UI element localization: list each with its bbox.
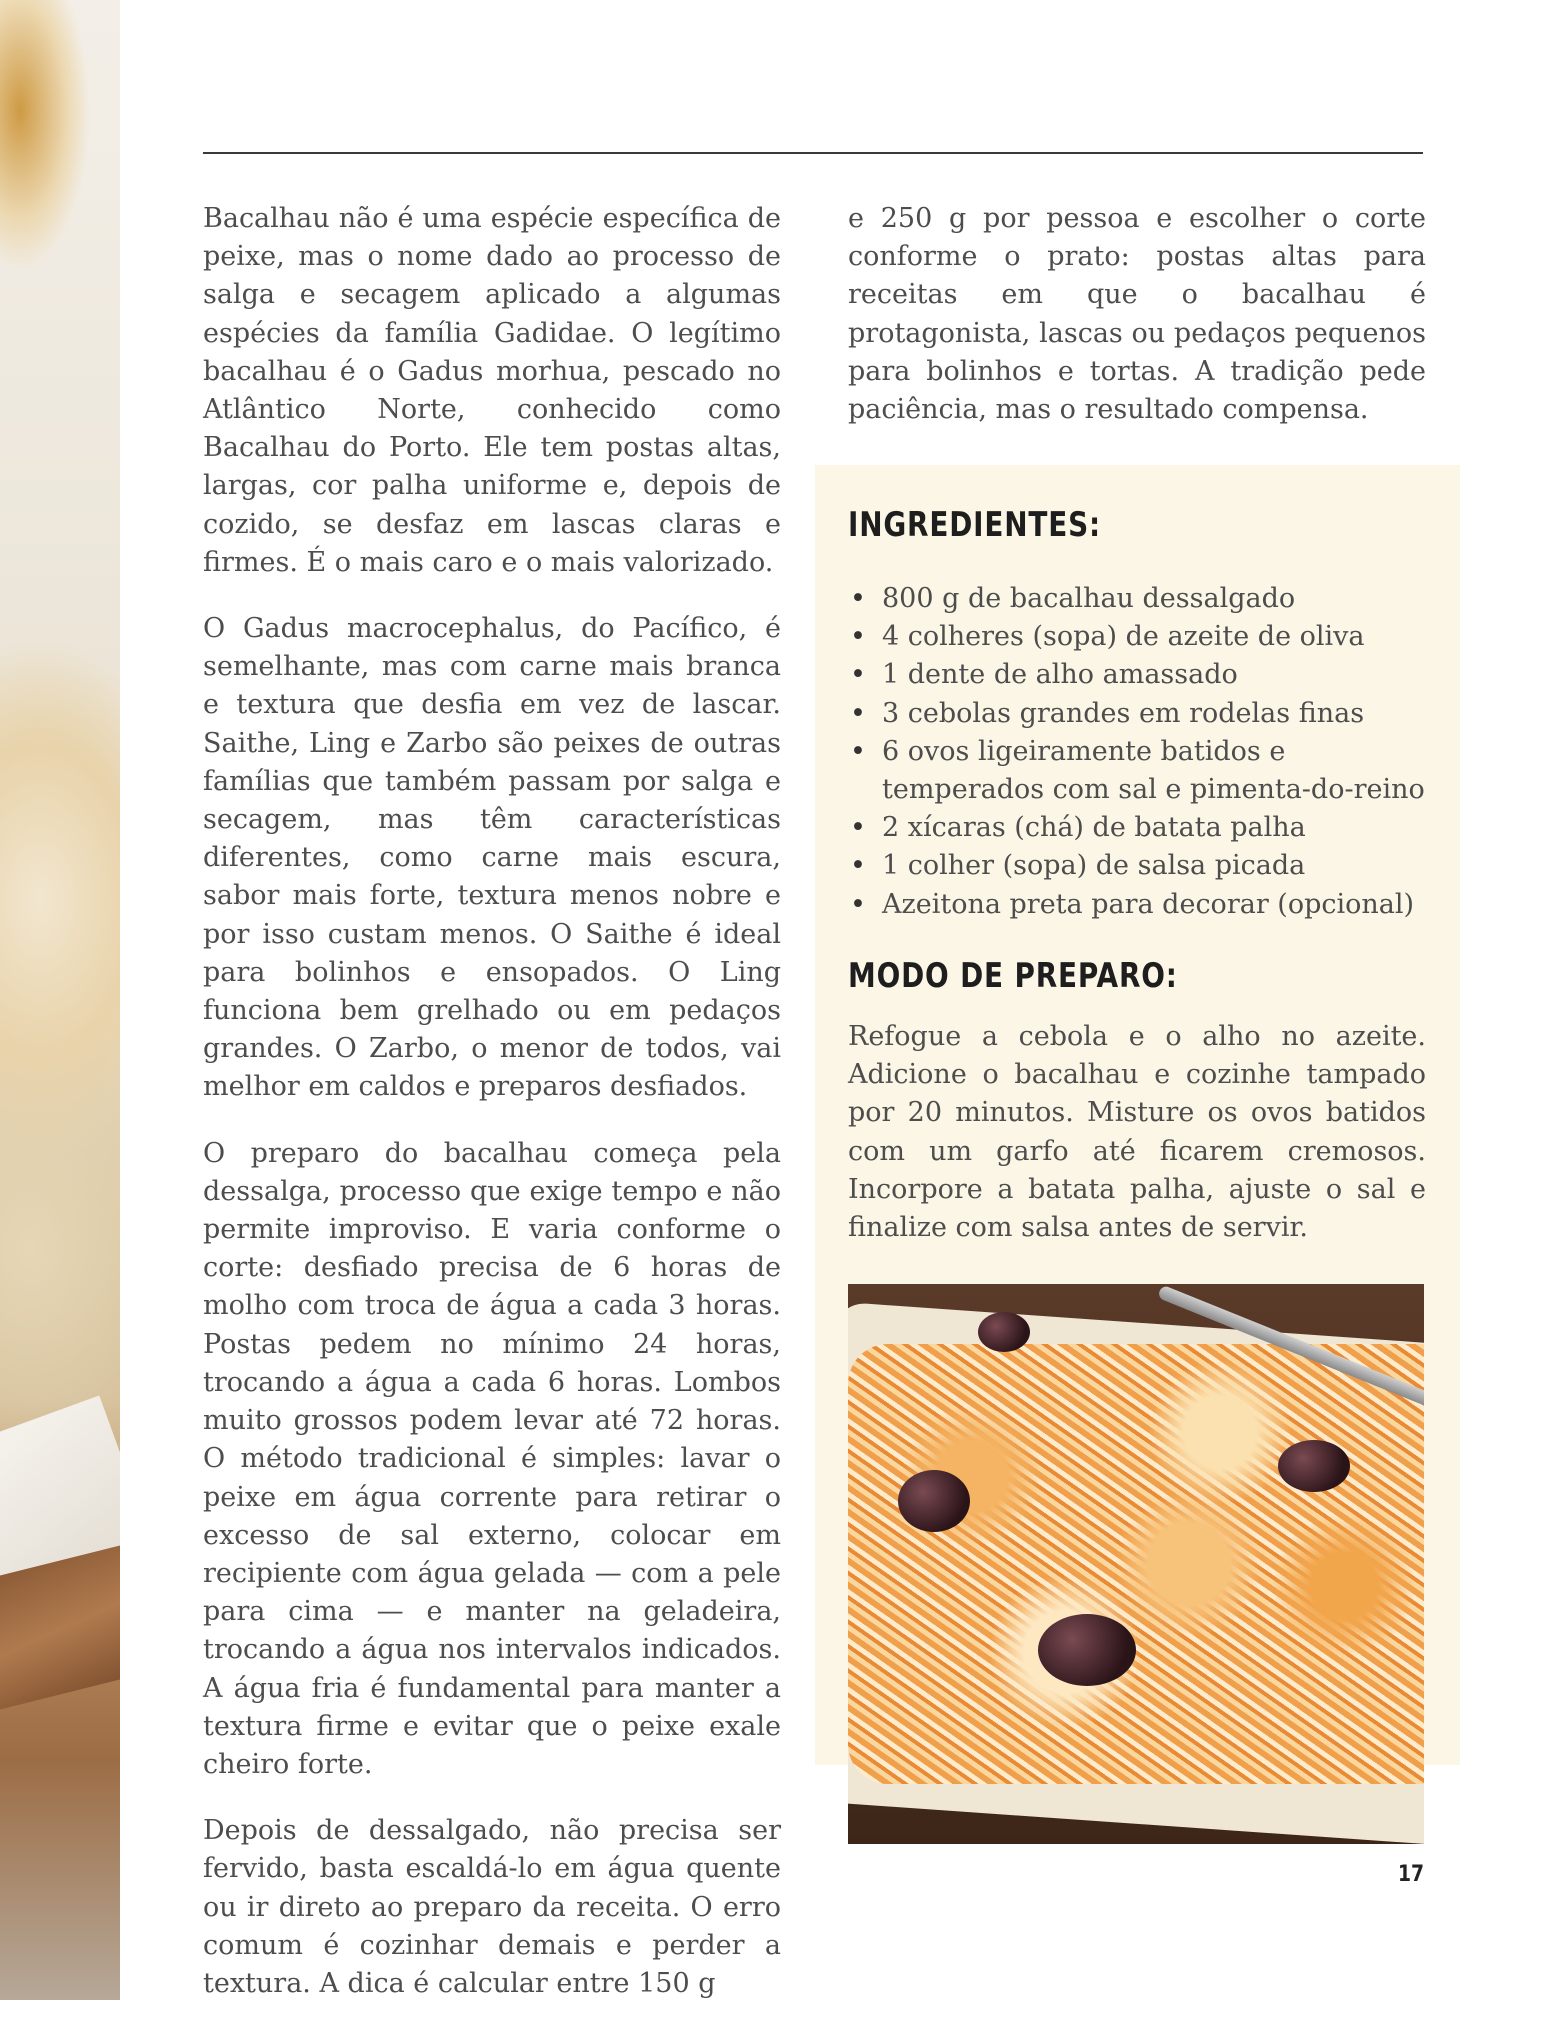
list-item: • 2 xícaras (chá) de batata palha xyxy=(848,809,1438,847)
page-number: 17 xyxy=(1398,1862,1425,1887)
right-column-continuation xyxy=(848,200,1426,457)
paragraph: O Gadus macrocephalus, do Pacífico, é semelhante, mas com carne mais branca e textura que desfia em vez de lascar. Saithe, Ling e Zarbo são peixes de outras famílias que também passam por salga e secagem, mas têm características diferentes, como carne mais escura, sabor mais forte, textura menos nobre e por isso custam menos. O Saithe é ideal para bolinhos e ensopados. O Ling funciona bem grelhado ou em pedaços grandes. O Zarbo, o menor de todos, vai melhor em caldos e preparos desfiados. xyxy=(203,613,781,1103)
olive-icon xyxy=(1038,1614,1136,1686)
list-item: • 1 colher (sopa) de salsa picada xyxy=(848,847,1438,885)
preparo-text: Refogue a cebola e o alho no azeite. Adicione o bacalhau e cozinhe tampado por 20 minutos. Misture os ovos batidos com um garfo até ficarem cremosos. Incorpore a batata palha, ajuste o sal e finalize com salsa antes de servir. xyxy=(848,1021,1426,1244)
paragraph: Bacalhau não é uma espécie específica de peixe, mas o nome dado ao processo de salga e secagem aplicado a algumas espécies da família Gadidae. O legítimo bacalhau é o Gadus morhua, pescado no Atlântico Norte, conhecido como Bacalhau do Porto. Ele tem postas altas, largas, cor palha uniforme e, depois de cozido, se desfaz em lascas claras e firmes. É o mais caro e o mais valorizado. xyxy=(203,203,781,578)
paragraph: e 250 g por pessoa e escolher o corte conforme o prato: postas altas para receitas em que o bacalhau é protagonista, lascas ou pedaços pequenos para bolinhos e tortas. A tradição pede paciência, mas o resultado compensa. xyxy=(848,203,1426,426)
olive-icon xyxy=(978,1312,1030,1352)
side-photo-bacalhau xyxy=(0,0,120,2000)
olive-icon xyxy=(1278,1440,1350,1492)
list-item: • Azeitona preta para decorar (opcional) xyxy=(848,886,1438,924)
ingredients-list xyxy=(848,580,1438,924)
paragraph: Depois de dessalgado, não precisa ser fervido, basta escaldá-lo em água quente ou ir direto ao preparo da receita. O erro comum é cozinhar demais e perder a textura. A dica é calcular entre 150 g xyxy=(203,1815,781,1999)
list-item: • 6 ovos ligeiramente batidos e temperados com sal e pimenta-do-reino xyxy=(848,733,1438,809)
preparo-heading: MODO DE PREPARO: xyxy=(848,956,1178,996)
left-column xyxy=(203,200,781,2031)
list-item: • 3 cebolas grandes em rodelas finas xyxy=(848,695,1438,733)
list-item: • 800 g de bacalhau dessalgado xyxy=(848,580,1438,618)
list-item: • 1 dente de alho amassado xyxy=(848,656,1438,694)
olive-icon xyxy=(898,1470,970,1532)
bacalhau-a-bras xyxy=(848,1344,1424,1784)
paragraph: O preparo do bacalhau começa pela dessalga, processo que exige tempo e não permite improviso. E varia conforme o corte: desfiado precisa de 6 horas de molho com troca de água a cada 3 horas. Postas pedem no mínimo 24 horas, trocando a água a cada 6 horas. Lombos muito grossos podem levar até 72 horas. O método tradicional é simples: lavar o peixe em água corrente para retirar o excesso de sal externo, colocar em recipiente com água gelada — com a pele para cima — e manter na geladeira, trocando a água nos intervalos indicados. A água fria é fundamental para manter a textura firme e evitar que o peixe exale cheiro forte. xyxy=(203,1137,781,1780)
ingredients-heading: INGREDIENTES: xyxy=(848,505,1101,545)
header-rule xyxy=(203,152,1423,154)
list-item: • 4 colheres (sopa) de azeite de oliva xyxy=(848,618,1438,656)
bacalhau-dish-photo xyxy=(848,1284,1424,1844)
